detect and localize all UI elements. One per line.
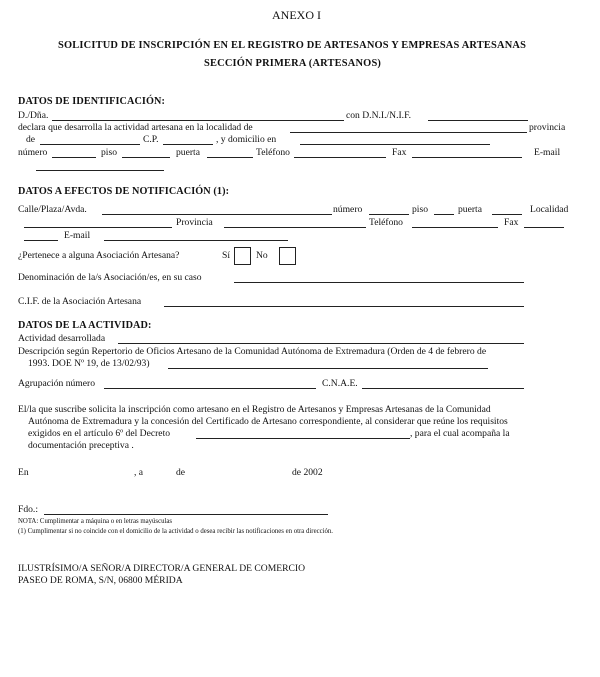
descripcion-label-line1: Descripción según Repertorio de Oficios Artesano de la Comunidad Autónoma de Extremadura (Orden de 4 de febrero de — [18, 346, 487, 357]
declaracion-line2: Autónoma de Extremadura y la concesión del Certificado de Artesano correspondiente, al considerar que reúne los requisitos — [28, 416, 508, 427]
puerta-field[interactable] — [207, 157, 253, 158]
annex-title: ANEXO I — [272, 8, 321, 22]
dni-field[interactable] — [428, 120, 528, 121]
descripcion-label-line2: 1993. DOE Nº 19, de 13/02/93) — [28, 358, 150, 369]
numero-field[interactable] — [52, 157, 96, 158]
provincia-field[interactable] — [40, 144, 140, 145]
notif-numero-label: número — [333, 204, 363, 215]
no-label: No — [256, 250, 268, 261]
si-label: Sí — [222, 250, 231, 261]
actividad-label: Actividad desarrollada — [18, 333, 106, 344]
declaracion-line3-end: , para el cual acompaña la — [410, 428, 510, 439]
nota-text: NOTA: Cumplimentar a máquina o en letras mayúsculas — [18, 518, 173, 525]
cnae-field[interactable] — [362, 388, 524, 389]
telefono-field[interactable] — [294, 157, 386, 158]
notif-provincia-field[interactable] — [224, 227, 366, 228]
name-label: D./Dña. — [18, 110, 49, 121]
notif-provincia-label: Provincia — [176, 217, 213, 228]
cif-label: C.I.F. de la Asociación Artesana — [18, 296, 142, 307]
domicilio-label: , y domicilio en — [216, 134, 277, 145]
agrupacion-label: Agrupación número — [18, 378, 95, 389]
provincia-label: provincia — [529, 122, 566, 133]
agrupacion-field[interactable] — [104, 388, 316, 389]
notif-puerta-label: puerta — [458, 204, 482, 215]
localidad-actividad-field[interactable] — [290, 132, 527, 133]
footnote-text: (1) Cumplimentar si no coincide con el domicilio de la actividad o desea recibir las notificaciones en otra dirección. — [18, 528, 333, 535]
notif-localidad-field[interactable] — [24, 227, 172, 228]
fecha-de-label: de — [176, 467, 186, 478]
calle-field[interactable] — [102, 214, 332, 215]
form-subtitle: SECCIÓN PRIMERA (ARTESANOS) — [204, 58, 382, 69]
declaracion-line4: documentación preceptiva . — [28, 440, 134, 451]
localidad-actividad-label: declara que desarrolla la actividad artesana en la localidad de — [18, 122, 253, 133]
notif-localidad-label: Localidad — [530, 204, 569, 215]
telefono-label: Teléfono — [256, 147, 290, 158]
cnae-label: C.N.A.E. — [322, 378, 358, 389]
fax-label: Fax — [392, 147, 407, 158]
fecha-year-label: de 2002 — [292, 467, 323, 478]
decreto-field[interactable] — [196, 438, 410, 439]
notif-email-label: E-mail — [64, 230, 91, 241]
si-checkbox[interactable] — [234, 247, 251, 265]
notif-fax-field-cont[interactable] — [24, 240, 58, 241]
no-checkbox[interactable] — [279, 247, 296, 265]
asociacion-question: ¿Pertenece a alguna Asociación Artesana? — [18, 250, 180, 261]
cp-field[interactable] — [163, 144, 213, 145]
section-heading-notificacion: DATOS A EFECTOS DE NOTIFICACIÓN (1): — [18, 186, 230, 197]
cp-label: C.P. — [143, 134, 159, 145]
declaracion-line3-start: exigidos en el artículo 6º del Decreto — [28, 428, 171, 439]
descripcion-field[interactable] — [168, 368, 488, 369]
notif-numero-field[interactable] — [369, 214, 409, 215]
declaracion-line1: El/la que suscribe solicita la inscripción como artesano en el Registro de Artesanos y Empresas Artesanas de la Comunidad — [18, 404, 491, 415]
notif-piso-label: piso — [412, 204, 428, 215]
notif-fax-label: Fax — [504, 217, 519, 228]
denominacion-label: Denominación de la/s Asociación/es, en su caso — [18, 272, 202, 283]
section-heading-actividad: DATOS DE LA ACTIVIDAD: — [18, 320, 152, 331]
fdo-label: Fdo.: — [18, 504, 38, 515]
destinatario-line1: ILUSTRÍSIMO/A SEÑOR/A DIRECTOR/A GENERAL DE COMERCIO — [18, 563, 306, 574]
fax-field[interactable] — [412, 157, 522, 158]
en-label: En — [18, 467, 29, 478]
notif-piso-field[interactable] — [434, 214, 454, 215]
notif-fax-field[interactable] — [524, 227, 564, 228]
name-field[interactable] — [52, 120, 344, 121]
destinatario-line2: PASEO DE ROMA, S/N, 06800 MÉRIDA — [18, 575, 183, 586]
domicilio-field[interactable] — [300, 144, 490, 145]
de-label: de — [26, 134, 36, 145]
dni-label: con D.N.I./N.I.F. — [346, 110, 412, 121]
notif-telefono-label: Teléfono — [369, 217, 403, 228]
actividad-field[interactable] — [118, 343, 524, 344]
piso-field[interactable] — [122, 157, 170, 158]
section-heading-identificacion: DATOS DE IDENTIFICACIÓN: — [18, 96, 165, 107]
calle-label: Calle/Plaza/Avda. — [18, 204, 87, 215]
firma-field[interactable] — [44, 514, 328, 515]
email-label: E-mail — [534, 147, 561, 158]
fecha-a-label: , a — [134, 467, 144, 478]
notif-telefono-field[interactable] — [412, 227, 498, 228]
notif-puerta-field[interactable] — [492, 214, 522, 215]
denominacion-field[interactable] — [234, 282, 524, 283]
numero-label: número — [18, 147, 48, 158]
notif-email-field[interactable] — [104, 240, 288, 241]
form-title: SOLICITUD DE INSCRIPCIÓN EN EL REGISTRO DE ARTESANOS Y EMPRESAS ARTESANAS — [58, 40, 527, 51]
cif-field[interactable] — [164, 306, 524, 307]
email-field[interactable] — [36, 170, 164, 171]
puerta-label: puerta — [176, 147, 200, 158]
piso-label: piso — [101, 147, 117, 158]
